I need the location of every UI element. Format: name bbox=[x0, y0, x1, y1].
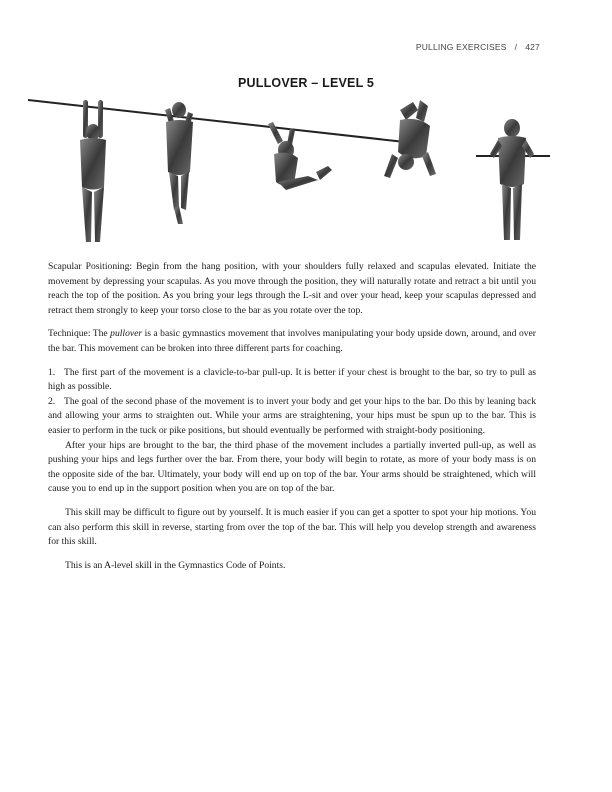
pullover-sequence-illustration bbox=[28, 92, 558, 252]
difficulty-paragraph: This skill may be difficult to figure out by yourself. It is much easier if you can get a spotter to spot your hip motions. You can also perform this skill in reverse, starting from over the top of the bar. This will help you develop strength and awareness for this skill. bbox=[48, 506, 536, 548]
list-item-1 bbox=[48, 366, 536, 395]
figure-pull-up bbox=[165, 102, 193, 224]
technique-prefix: Technique: The bbox=[48, 328, 111, 340]
figure-inverted bbox=[384, 100, 436, 178]
list-item-2 bbox=[48, 395, 536, 439]
figure-support bbox=[490, 119, 534, 240]
scapular-positioning-paragraph: Scapular Positioning: Begin from the hang position, with your shoulders fully relaxed and scapulas elevated. Initiate the movement by depressing your scapulas. As you move through the position, they will naturally rotate and retract a bit until you reach the top of the position. As you bring your legs through the L-sit and over your head, keep your scapulas depressed and retract them strongly to keep your torso close to the bar as you rotate over the top. bbox=[48, 261, 536, 316]
body-text bbox=[48, 260, 536, 582]
page-title: PULLOVER – LEVEL 5 bbox=[237, 76, 375, 90]
list-text-1: The first part of the movement is a clavicle-to-bar pull-up. It is better if your chest is brought to the bar, so try to pull as high as possible. bbox=[48, 366, 536, 393]
running-head-section: PULLING EXERCISES bbox=[415, 42, 507, 52]
page-number: 427 bbox=[525, 42, 540, 52]
code-of-points-paragraph: This is an A-level skill in the Gymnastics Code of Points. bbox=[65, 559, 286, 571]
technique-paragraph bbox=[48, 327, 536, 356]
figure-hang bbox=[80, 100, 106, 242]
running-head bbox=[416, 42, 540, 52]
third-phase-paragraph: After your hips are brought to the bar, the third phase of the movement includes a partially inverted pull-up, as well as pushing your hips and legs further over the bar. From there, your body will begin to rotate, as more of your body mass is on the opposite side of the bar. Ultimately, your body will end up on top of the bar. Your arms should be straightened, which will cause you to end up in the support position when you are on top of the bar. bbox=[48, 439, 536, 495]
list-number-2: 2. bbox=[48, 395, 56, 407]
pullover-sequence-figure bbox=[28, 92, 558, 252]
list-text-2: The goal of the second phase of the movement is to invert your body and get your hips to the bar. Do this by leaning back and allowing your arms to straighten out. While your arms are straightening, your hips must be spun up to the bar. This is easier to perform in the tuck or pike positions, but should eventually be performed with straight-body positioning. bbox=[48, 395, 536, 436]
running-head-separator: / bbox=[514, 42, 518, 52]
technique-suffix: is a basic gymnastics movement that involves manipulating your body upside down, around, and over the bar. This movement can be broken into three different parts for coaching. bbox=[48, 328, 536, 354]
list-number-1: 1. bbox=[48, 366, 56, 378]
technique-term: pullover bbox=[110, 328, 143, 340]
